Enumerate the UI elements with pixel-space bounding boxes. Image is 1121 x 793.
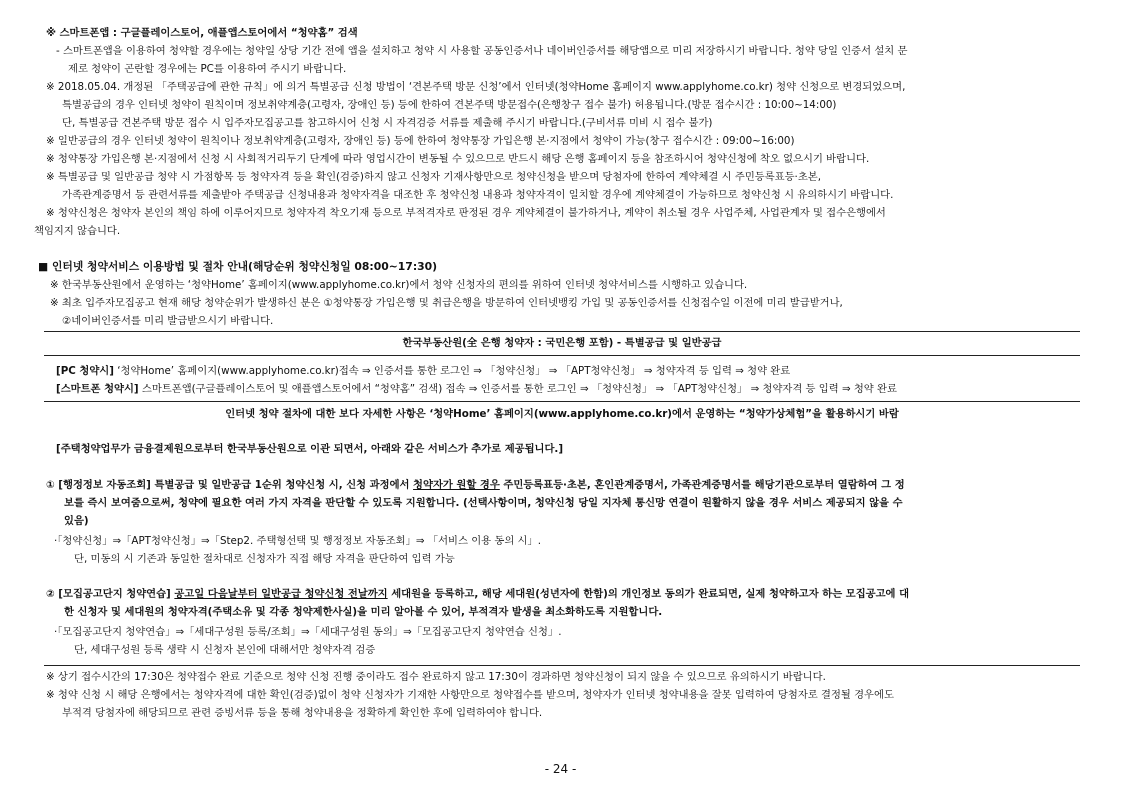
note-line: ※ 청약통장 가입은행 본·지점에서 신청 시 사회적거리두기 단계에 따라 영업시간이 변동될 수 있으므로 반드시 해당 은행 홈페이지 등을 참조하시어 청약신청에 착오 없으시기 바랍니다. bbox=[46, 153, 870, 165]
bottom-note: ※ 상기 접수시간의 17:30은 청약접수 완료 기준으로 청약 신청 진행 중이라도 접수 완료하지 않고 17:30이 경과하면 청약신청이 되지 않을 수 있으므로 유의하시기 바랍니다. bbox=[46, 671, 826, 683]
service-2-text: 세대원을 등록하고, 해당 세대원(성년자에 한함)의 개인정보 동의가 완료되면, 실제 청약하고자 하는 모집공고에 대 bbox=[387, 588, 910, 600]
note-line: 특별공급의 경우 인터넷 청약이 원칙이며 정보취약계층(고령자, 장애인 등) 등에 한하여 견본주택 방문접수(은행창구 접수 불가) 허용됩니다.(방문 접수시간 : 10:00~14:00) bbox=[62, 99, 837, 111]
transfer-heading: [주택청약업무가 금융결제원으로부터 한국부동산원으로 이관 되면서, 아래와 같은 서비스가 추가로 제공됩니다.] bbox=[56, 443, 564, 455]
internet-section-heading: ■ 인터넷 청약서비스 이용방법 및 절차 안내(해당순위 청약신청일 08:00~17:30) bbox=[38, 260, 438, 273]
box-title: 한국부동산원(全 은행 청약자 : 국민은행 포함) - 특별공급 및 일반공급 bbox=[402, 337, 722, 349]
note-line: - 스마트폰앱을 이용하여 청약할 경우에는 청약일 상당 기간 전에 앱을 설치하고 청약 시 사용할 공동인증서나 네이버인증서를 해당앱으로 미리 저장하시기 바랍니다. 청약 당일 인증서 설치 문 bbox=[56, 45, 908, 57]
service-1-path: 단, 미동의 시 기존과 동일한 절차대로 신청자가 직접 해당 자격을 판단하여 입력 가능 bbox=[74, 553, 455, 565]
service-1-line bbox=[46, 476, 905, 494]
service-1-path: ·「청약신청」⇒「APT청약신청」⇒「Step2. 주택형선택 및 행정정보 자동조회」⇒ 「서비스 이용 동의 시」. bbox=[54, 535, 542, 547]
service-1-text: ① [행정정보 자동조회] 특별공급 및 일반공급 1순위 청약신청 시, 신청 과정에서 bbox=[46, 479, 414, 491]
note-line: 책임지지 않습니다. bbox=[34, 225, 121, 237]
pc-step-row bbox=[56, 362, 790, 380]
pc-steps: ‘청약Home’ 홈페이지(www.applyhome.co.kr)접속 ⇒ 인증서를 통한 로그인 ⇒ 「청약신청」 ⇒ 「APT청약신청」 ⇒ 청약자격 등 입력 ⇒ 청약 완료 bbox=[117, 365, 791, 377]
service-2-line: 한 신청자 및 세대원의 청약자격(주택소유 및 각종 청약제한사실)을 미리 알아볼 수 있어, 부적격자 발생을 최소화하도록 지원합니다. bbox=[64, 606, 663, 618]
smartphone-app-note: ※ 스마트폰앱 : 구글플레이스토어, 애플앱스토어에서 “청약홈” 검색 bbox=[46, 27, 358, 39]
page-number: - 24 - bbox=[544, 762, 577, 776]
note-line: ※ 청약신청은 청약자 본인의 책임 하에 이루어지므로 청약자격 착오기재 등으로 부적격자로 판정된 경우 계약체결이 불가하거나, 계약이 취소될 경우 사업주체, 사업관계자 및 접수은행에서 bbox=[46, 207, 886, 219]
service-2-line bbox=[46, 585, 909, 603]
mobile-step-row bbox=[56, 380, 897, 398]
internet-note: ※ 한국부동산원에서 운영하는 ‘청약Home’ 홈페이지(www.applyhome.co.kr)에서 청약 신청자의 편의를 위하여 인터넷 청약서비스를 시행하고 있습니다. bbox=[50, 279, 748, 291]
mobile-label: [스마트폰 청약시] bbox=[56, 383, 139, 395]
service-2-path: 단, 세대구성원 등록 생략 시 신청자 본인에 대해서만 청약자격 검증 bbox=[74, 644, 376, 656]
note-line: 제로 청약이 곤란할 경우에는 PC를 이용하여 주시기 바랍니다. bbox=[68, 63, 347, 75]
note-line: ※ 특별공급 및 일반공급 청약 시 가점항목 등 청약자격 등을 확인(검증)하지 않고 신청자 기재사항만으로 청약신청을 받으며 당첨자에 한하여 계약체결 시 주민등록표등·초본, bbox=[46, 171, 821, 183]
service-1-text: 주민등록표등·초본, 혼인관계증명서, 가족관계증명서를 해당기관으로부터 열람하여 그 정 bbox=[499, 479, 905, 491]
service-2-text: ② [모집공고단지 청약연습] bbox=[46, 588, 175, 600]
mobile-steps: 스마트폰앱(구글플레이스토어 및 애플앱스토어에서 “청약홈” 검색) 접속 ⇒ 인증서를 통한 로그인 ⇒ 「청약신청」 ⇒ 「APT청약신청」 ⇒ 청약자격 등 입력 ⇒ 청약 완료 bbox=[141, 383, 897, 395]
internet-note: ※ 최초 입주자모집공고 현재 해당 청약순위가 발생하신 분은 ①청약통장 가입은행 및 취급은행을 방문하여 인터넷뱅킹 가입 및 공동인증서를 신청접수일 이전에 미리 발급받거나, bbox=[50, 297, 843, 309]
service-2-underline: 공고일 다음날부터 일반공급 청약신청 전날까지 bbox=[174, 588, 388, 600]
service-2-path: ·「모집공고단지 청약연습」⇒「세대구성원 등록/조회」⇒「세대구성원 동의」⇒「모집공고단지 청약연습 신청」. bbox=[54, 626, 562, 638]
bottom-note: 부적격 당첨자에 해당되므로 관련 증빙서류 등을 통해 청약내용을 정확하게 확인한 후에 입력하여야 합니다. bbox=[62, 707, 543, 719]
internet-note: ②네이버인증서를 미리 발급받으시기 바랍니다. bbox=[62, 315, 274, 327]
note-line: 단, 특별공급 견본주택 방문 접수 시 입주자모집공고를 참고하시어 신청 시 자격검증 서류를 제출해 주시기 바랍니다.(구비서류 미비 시 접수 불가) bbox=[62, 117, 713, 129]
divider bbox=[44, 355, 1080, 356]
pc-label: [PC 청약시] bbox=[56, 365, 114, 377]
guide-text: 인터넷 청약 절차에 대한 보다 자세한 사항은 ‘청약Home’ 홈페이지(www.applyhome.co.kr)에서 운영하는 “청약가상체험”을 활용하시기 바람 bbox=[225, 408, 899, 420]
note-line: ※ 2018.05.04. 개정된 「주택공급에 관한 규칙」에 의거 특별공급 신청 방법이 ‘견본주택 방문 신청’에서 인터넷(청약Home 홈페이지 www.applyhome.co.kr) 청약 신청으로 변경되었으며, bbox=[46, 81, 906, 93]
service-1-line: 보를 즉시 보여줌으로써, 청약에 필요한 여러 가지 자격을 판단할 수 있도록 지원합니다. (선택사항이며, 청약신청 당일 지자체 통신망 연결이 원활하지 않을 경우 서비스 제공되지 않을 수 bbox=[64, 497, 903, 509]
divider bbox=[44, 401, 1080, 402]
divider bbox=[44, 665, 1080, 666]
service-1-line: 있음) bbox=[64, 515, 89, 527]
service-1-underline: 청약자가 원할 경우 bbox=[413, 479, 500, 491]
divider bbox=[44, 331, 1080, 332]
bottom-note: ※ 청약 신청 시 해당 은행에서는 청약자격에 대한 확인(검증)없이 청약 신청자가 기재한 사항만으로 청약접수를 받으며, 청약자가 인터넷 청약내용을 잘못 입력하여 당첨자로 결정될 경우에도 bbox=[46, 689, 894, 701]
note-line: ※ 일반공급의 경우 인터넷 청약이 원칙이나 정보취약계층(고령자, 장애인 등) 등에 한하여 청약통장 가입은행 본·지점에서 청약이 가능(창구 접수시간 : 09:00~16:00) bbox=[46, 135, 795, 147]
note-line: 가족관계증명서 등 관련서류를 제출받아 주택공급 신청내용과 청약자격을 대조한 후 청약신청 내용과 청약자격이 일치할 경우에 계약체결이 가능하므로 청약신청 시 유의하시기 바랍니다. bbox=[62, 189, 894, 201]
